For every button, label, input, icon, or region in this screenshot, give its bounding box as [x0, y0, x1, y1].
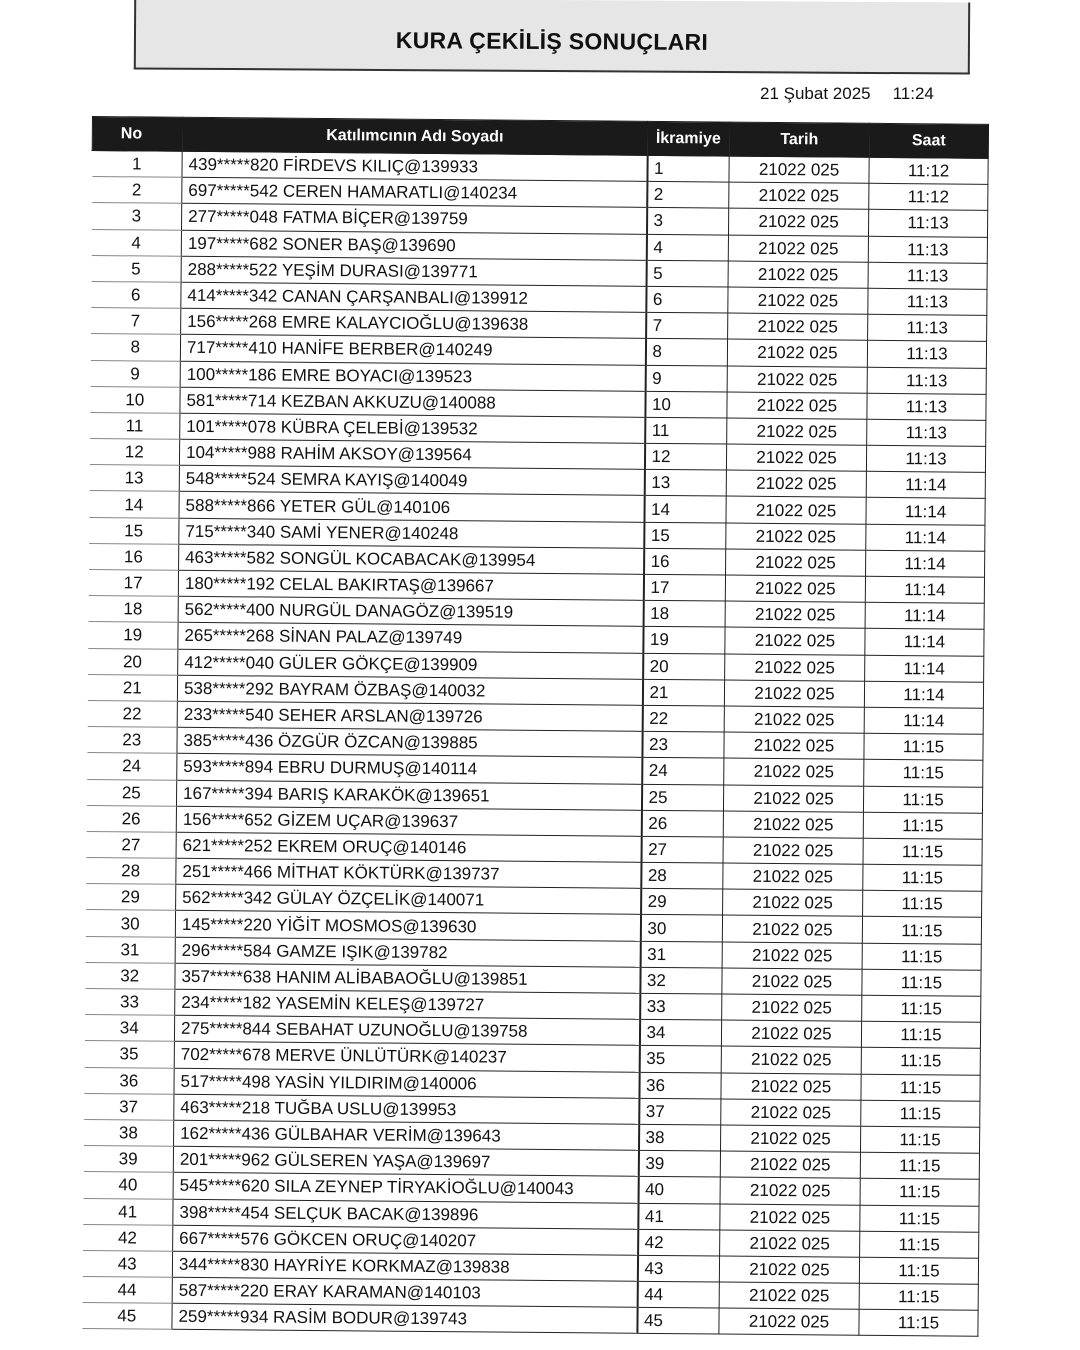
prize-number: 40 [638, 1177, 720, 1204]
participant-name: 296*****584 GAMZE IŞIK@139782 [175, 937, 640, 967]
draw-date: 21022 025 [725, 601, 865, 628]
participant-name: 197*****682 SONER BAŞ@139690 [181, 230, 646, 260]
draw-time: 11:15 [862, 917, 981, 944]
prize-number: 8 [645, 339, 727, 366]
participant-name: 156*****268 EMRE KALAYCIOĞLU@139638 [181, 308, 646, 338]
participant-name: 667*****576 GÖKCEN ORUÇ@140207 [173, 1225, 638, 1255]
prize-number: 21 [642, 679, 724, 706]
prize-number: 15 [644, 522, 726, 549]
draw-date: 21022 025 [725, 575, 865, 602]
participant-name: 562*****400 NURGÜL DANAGÖZ@139519 [178, 596, 643, 626]
participant-name: 463*****218 TUĞBA USLU@139953 [174, 1094, 639, 1124]
row-number: 44 [82, 1277, 172, 1304]
row-number: 5 [91, 255, 181, 282]
participant-name: 621*****252 EKREM ORUÇ@140146 [176, 832, 641, 862]
row-number: 41 [83, 1198, 173, 1225]
draw-date: 21022 025 [727, 418, 867, 445]
draw-time: 11:15 [861, 1048, 980, 1075]
row-number: 29 [86, 884, 176, 911]
draw-time: 11:13 [867, 393, 986, 420]
prize-number: 2 [647, 182, 729, 209]
participant-name: 275*****844 SEBAHAT UZUNOĞLU@139758 [174, 1015, 639, 1045]
participant-name: 265*****268 SİNAN PALAZ@139749 [178, 623, 643, 653]
prize-number: 9 [645, 365, 727, 392]
participant-name: 277*****048 FATMA BİÇER@139759 [182, 204, 647, 234]
draw-date: 21022 025 [726, 444, 866, 471]
participant-name: 259*****934 RASİM BODUR@139743 [172, 1303, 637, 1333]
row-number: 16 [89, 543, 179, 570]
draw-date: 21022 025 [723, 785, 863, 812]
draw-date: 21022 025 [728, 208, 868, 235]
draw-time: 11:15 [860, 1205, 979, 1232]
draw-date: 21022 025 [719, 1282, 859, 1309]
participant-name: 162*****436 GÜLBAHAR VERİM@139643 [174, 1120, 639, 1150]
draw-date: 21022 025 [724, 680, 864, 707]
draw-date: 21022 025 [725, 627, 865, 654]
draw-time: 11:14 [864, 707, 983, 734]
draw-date: 21022 025 [724, 758, 864, 785]
draw-time: 11:13 [868, 314, 987, 341]
participant-name: 233*****540 SEHER ARSLAN@139726 [177, 701, 642, 731]
row-number: 39 [83, 1146, 173, 1173]
prize-number: 22 [642, 705, 724, 732]
draw-date: 21022 025 [723, 811, 863, 838]
draw-date: 21022 025 [720, 1204, 860, 1231]
draw-date: 21022 025 [726, 523, 866, 550]
participant-name: 100*****186 EMRE BOYACI@139523 [180, 361, 645, 391]
table-body [82, 151, 988, 1337]
participant-name: 715*****340 SAMİ YENER@140248 [179, 518, 644, 548]
participant-name: 201*****962 GÜLSEREN YAŞA@139697 [173, 1146, 638, 1176]
participant-name: 145*****220 YİĞİT MOSMOS@139630 [175, 911, 640, 941]
row-number: 45 [82, 1303, 172, 1330]
draw-date: 21022 025 [723, 889, 863, 916]
draw-time: 11:15 [859, 1283, 978, 1310]
participant-name: 385*****436 ÖZGÜR ÖZCAN@139885 [177, 727, 642, 757]
draw-date: 21022 025 [728, 313, 868, 340]
draw-date: 21022 025 [728, 287, 868, 314]
row-number: 10 [90, 386, 180, 413]
draw-date: 21022 025 [727, 392, 867, 419]
participant-name: 588*****866 YETER GÜL@140106 [179, 492, 644, 522]
prize-number: 1 [647, 155, 729, 182]
draw-date: 21022 025 [720, 1177, 860, 1204]
participant-name: 517*****498 YASİN YILDIRIM@140006 [174, 1068, 639, 1098]
print-datetime [760, 84, 934, 104]
draw-time: 11:15 [864, 733, 983, 760]
draw-time: 11:15 [862, 995, 981, 1022]
row-number: 43 [82, 1250, 172, 1277]
row-number: 35 [84, 1041, 174, 1068]
row-number: 14 [89, 491, 179, 518]
draw-time: 11:15 [860, 1231, 979, 1258]
print-time: 11:24 [892, 84, 934, 103]
participant-name: 167*****394 BARIŞ KARAKÖK@139651 [176, 780, 641, 810]
row-number: 7 [91, 308, 181, 335]
print-date: 21 Şubat 2025 [760, 84, 871, 103]
draw-time: 11:15 [861, 1100, 980, 1127]
column-header-date: Tarih [729, 122, 869, 157]
prize-number: 28 [641, 862, 723, 889]
prize-number: 3 [646, 208, 728, 235]
participant-name: 104*****988 RAHİM AKSOY@139564 [179, 439, 644, 469]
row-number: 24 [87, 753, 177, 780]
participant-name: 101*****078 KÜBRA ÇELEBİ@139532 [180, 413, 645, 443]
prize-number: 35 [639, 1046, 721, 1073]
prize-number: 27 [641, 836, 723, 863]
row-number: 22 [87, 700, 177, 727]
draw-time: 11:13 [866, 445, 985, 472]
row-number: 2 [92, 177, 182, 204]
prize-number: 37 [639, 1098, 721, 1125]
column-header-name: Katılımcının Adı Soyadı [182, 117, 647, 155]
row-number: 13 [89, 465, 179, 492]
draw-date: 21022 025 [727, 339, 867, 366]
draw-time: 11:15 [860, 1179, 979, 1206]
row-number: 4 [91, 229, 181, 256]
draw-time: 11:13 [867, 341, 986, 368]
participant-name: 439*****820 FİRDEVS KILIÇ@139933 [182, 151, 647, 181]
draw-time: 11:14 [866, 472, 985, 499]
participant-name: 463*****582 SONGÜL KOCABACAK@139954 [179, 544, 644, 574]
participant-name: 717*****410 HANİFE BERBER@140249 [180, 335, 645, 365]
draw-time: 11:13 [868, 210, 987, 237]
row-number: 40 [83, 1172, 173, 1199]
draw-date: 21022 025 [719, 1308, 859, 1335]
draw-date: 21022 025 [724, 732, 864, 759]
row-number: 26 [86, 805, 176, 832]
participant-name: 697*****542 CEREN HAMARATLI@140234 [182, 177, 647, 207]
row-number: 37 [84, 1093, 174, 1120]
participant-name: 288*****522 YEŞİM DURASI@139771 [181, 256, 646, 286]
draw-time: 11:15 [863, 891, 982, 918]
draw-date: 21022 025 [721, 1046, 861, 1073]
draw-date: 21022 025 [720, 1151, 860, 1178]
draw-time: 11:13 [868, 236, 987, 263]
draw-date: 21022 025 [726, 496, 866, 523]
prize-number: 16 [644, 548, 726, 575]
row-number: 6 [91, 281, 181, 308]
participant-name: 702*****678 MERVE ÜNLÜTÜRK@140237 [174, 1042, 639, 1072]
draw-date: 21022 025 [729, 156, 869, 183]
row-number: 9 [90, 360, 180, 387]
draw-time: 11:15 [862, 943, 981, 970]
draw-time: 11:14 [865, 602, 984, 629]
row-number: 25 [86, 779, 176, 806]
prize-number: 20 [643, 653, 725, 680]
draw-time: 11:15 [859, 1257, 978, 1284]
draw-time: 11:15 [863, 864, 982, 891]
draw-time: 11:15 [861, 1074, 980, 1101]
prize-number: 32 [640, 967, 722, 994]
prize-number: 31 [640, 941, 722, 968]
column-header-no: No [92, 117, 182, 152]
row-number: 18 [88, 596, 178, 623]
row-number: 8 [90, 334, 180, 361]
prize-number: 30 [640, 915, 722, 942]
draw-time: 11:14 [865, 655, 984, 682]
participant-name: 344*****830 HAYRİYE KORKMAZ@139838 [172, 1251, 637, 1281]
draw-time: 11:15 [861, 1021, 980, 1048]
participant-name: 593*****894 EBRU DURMUŞ@140114 [177, 754, 642, 784]
draw-time: 11:14 [864, 681, 983, 708]
draw-date: 21022 025 [724, 706, 864, 733]
draw-date: 21022 025 [722, 994, 862, 1021]
participant-name: 234*****182 YASEMİN KELEŞ@139727 [175, 989, 640, 1019]
draw-time: 11:14 [866, 524, 985, 551]
draw-time: 11:15 [862, 969, 981, 996]
row-number: 17 [88, 569, 178, 596]
participant-name: 562*****342 GÜLAY ÖZÇELİK@140071 [176, 885, 641, 915]
row-number: 42 [83, 1224, 173, 1251]
row-number: 19 [88, 622, 178, 649]
prize-number: 11 [645, 417, 727, 444]
draw-date: 21022 025 [721, 1020, 861, 1047]
prize-number: 33 [640, 993, 722, 1020]
draw-date: 21022 025 [720, 1125, 860, 1152]
draw-time: 11:13 [867, 367, 986, 394]
row-number: 20 [88, 648, 178, 675]
prize-number: 29 [641, 889, 723, 916]
draw-date: 21022 025 [722, 915, 862, 942]
draw-time: 11:15 [863, 812, 982, 839]
participant-name: 581*****714 KEZBAN AKKUZU@140088 [180, 387, 645, 417]
draw-date: 21022 025 [722, 968, 862, 995]
draw-time: 11:13 [868, 262, 987, 289]
column-header-time: Saat [869, 123, 988, 158]
draw-time: 11:15 [864, 760, 983, 787]
prize-number: 43 [637, 1255, 719, 1282]
participant-name: 412*****040 GÜLER GÖKÇE@139909 [178, 649, 643, 679]
prize-number: 39 [638, 1150, 720, 1177]
prize-number: 45 [637, 1308, 719, 1335]
row-number: 38 [84, 1119, 174, 1146]
participant-name: 357*****638 HANIM ALİBABAOĞLU@139851 [175, 963, 640, 993]
draw-time: 11:14 [866, 498, 985, 525]
row-number: 31 [85, 936, 175, 963]
prize-number: 4 [646, 234, 728, 261]
draw-time: 11:14 [865, 629, 984, 656]
draw-time: 11:12 [869, 183, 988, 210]
draw-date: 21022 025 [727, 366, 867, 393]
prize-number: 26 [641, 810, 723, 837]
draw-time: 11:14 [865, 576, 984, 603]
draw-date: 21022 025 [728, 235, 868, 262]
prize-number: 38 [638, 1124, 720, 1151]
results-table-wrap [81, 116, 988, 1337]
results-table [81, 116, 989, 1337]
draw-time: 11:15 [860, 1126, 979, 1153]
prize-number: 14 [644, 496, 726, 523]
draw-date: 21022 025 [719, 1256, 859, 1283]
draw-date: 21022 025 [723, 863, 863, 890]
row-number: 27 [86, 831, 176, 858]
participant-name: 587*****220 ERAY KARAMAN@140103 [172, 1277, 637, 1307]
column-header-prize: İkramiye [647, 121, 729, 156]
draw-date: 21022 025 [726, 470, 866, 497]
prize-number: 36 [639, 1072, 721, 1099]
prize-number: 5 [646, 260, 728, 287]
prize-number: 13 [644, 470, 726, 497]
row-number: 32 [85, 962, 175, 989]
draw-date: 21022 025 [722, 942, 862, 969]
row-number: 11 [90, 412, 180, 439]
draw-time: 11:15 [863, 786, 982, 813]
prize-number: 34 [639, 1020, 721, 1047]
prize-number: 6 [646, 286, 728, 313]
draw-date: 21022 025 [720, 1230, 860, 1257]
row-number: 12 [89, 439, 179, 466]
draw-time: 11:13 [868, 288, 987, 315]
row-number: 1 [92, 151, 182, 178]
draw-date: 21022 025 [723, 837, 863, 864]
row-number: 34 [84, 1015, 174, 1042]
participant-name: 156*****652 GİZEM UÇAR@139637 [176, 806, 641, 836]
draw-time: 11:12 [869, 157, 988, 184]
prize-number: 44 [637, 1281, 719, 1308]
participant-name: 180*****192 CELAL BAKIRTAŞ@139667 [178, 570, 643, 600]
draw-time: 11:15 [859, 1309, 978, 1336]
draw-time: 11:14 [866, 550, 985, 577]
draw-time: 11:15 [863, 838, 982, 865]
participant-name: 398*****454 SELÇUK BACAK@139896 [173, 1199, 638, 1229]
row-number: 3 [92, 203, 182, 230]
row-number: 33 [85, 988, 175, 1015]
prize-number: 10 [645, 391, 727, 418]
prize-number: 25 [641, 784, 723, 811]
prize-number: 18 [643, 601, 725, 628]
participant-name: 548*****524 SEMRA KAYIŞ@140049 [179, 466, 644, 496]
draw-time: 11:15 [860, 1152, 979, 1179]
row-number: 21 [87, 674, 177, 701]
row-number: 28 [86, 858, 176, 885]
participant-name: 545*****620 SILA ZEYNEP TİRYAKİOĞLU@140043 [173, 1173, 638, 1203]
prize-number: 42 [638, 1229, 720, 1256]
row-number: 15 [89, 517, 179, 544]
participant-name: 538*****292 BAYRAM ÖZBAŞ@140032 [177, 675, 642, 705]
draw-time: 11:13 [867, 419, 986, 446]
row-number: 36 [84, 1067, 174, 1094]
prize-number: 12 [644, 443, 726, 470]
row-number: 30 [85, 910, 175, 937]
draw-date: 21022 025 [721, 1073, 861, 1100]
title-box [134, 0, 970, 75]
row-number: 23 [87, 727, 177, 754]
participant-name: 414*****342 CANAN ÇARŞANBALI@139912 [181, 282, 646, 312]
draw-date: 21022 025 [726, 549, 866, 576]
page-title: KURA ÇEKİLİŞ SONUÇLARI [395, 26, 709, 55]
prize-number: 7 [646, 312, 728, 339]
draw-date: 21022 025 [725, 654, 865, 681]
participant-name: 251*****466 MİTHAT KÖKTÜRK@139737 [176, 858, 641, 888]
prize-number: 24 [642, 758, 724, 785]
draw-date: 21022 025 [728, 261, 868, 288]
prize-number: 17 [643, 574, 725, 601]
draw-date: 21022 025 [721, 1099, 861, 1126]
prize-number: 19 [643, 627, 725, 654]
prize-number: 41 [638, 1203, 720, 1230]
prize-number: 23 [642, 731, 724, 758]
draw-date: 21022 025 [729, 182, 869, 209]
